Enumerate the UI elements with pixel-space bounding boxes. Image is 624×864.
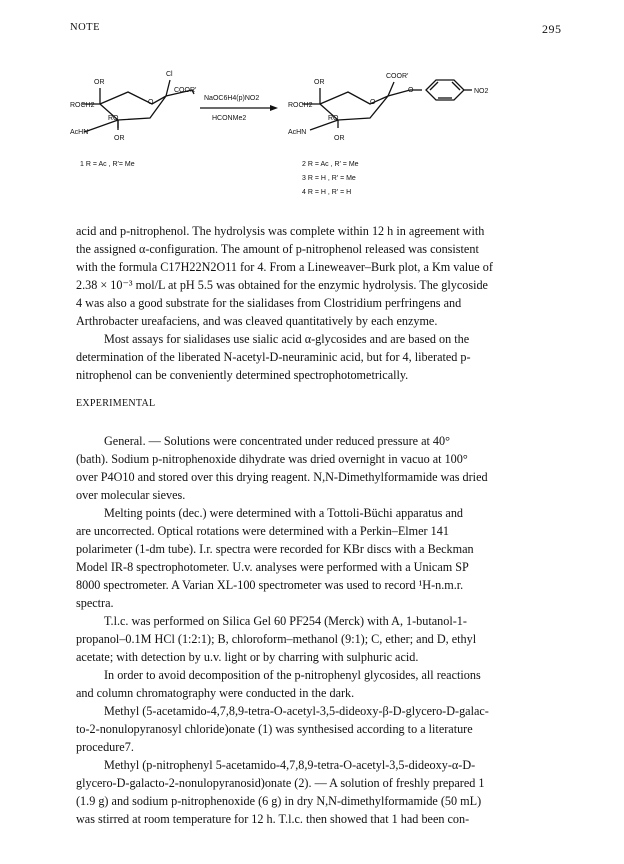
text-line: T.l.c. was performed on Silica Gel 60 PF254 (Merck) with A, 1-butanol-1- <box>104 614 467 628</box>
reactant-cl: Cl <box>166 71 173 78</box>
text-line: are uncorrected. Optical rotations were determined with a Perkin–Elmer 141 <box>76 524 449 538</box>
product-ro: RO <box>328 115 339 122</box>
text-line: polarimeter (1-dm tube). I.r. spectra were recorded for KBr discs with a Beckman <box>76 542 474 556</box>
text-line: 4 was also a good substrate for the sialidases from Clostridium perfringens and <box>76 296 462 310</box>
text-line: glycero-D-galacto-2-nonulopyranosid)onate (2). — A solution of freshly prepared 1 <box>76 776 485 790</box>
text-line: acid and p-nitrophenol. The hydrolysis was complete within 12 h in agreement with <box>76 224 485 238</box>
text-line: to-2-nonulopyranosyl chloride)onate (1) was synthesised according to a literature <box>76 722 473 736</box>
reagent-bottom: HCONMe2 <box>212 115 247 122</box>
ring-oxygen: O <box>148 99 154 106</box>
text-line: Model IR-8 spectrophotometer. U.v. analyses were performed with a Unicam SP <box>76 560 469 574</box>
arrow-head <box>270 105 278 111</box>
text-line: determination of the liberated N-acetyl-D-neuraminic acid, but for 4, liberated p- <box>76 350 471 364</box>
text-line: the assigned α-configuration. The amount of p-nitrophenol released was consistent <box>76 242 479 256</box>
reactant-roch2: ROCH2 <box>70 102 95 109</box>
reactant-coor: COOR′ <box>174 87 197 94</box>
reactant-achn: AcHN <box>70 129 89 136</box>
product-structure <box>302 80 472 130</box>
compound-2-label: 2 R = Ac , R′ = Me <box>302 161 359 168</box>
discussion-text <box>76 222 560 384</box>
text-line: General. — Solutions were concentrated under reduced pressure at 40° <box>104 434 450 448</box>
product-bottom-or: OR <box>334 135 345 142</box>
text-line: over molecular sieves. <box>76 488 186 502</box>
text-line: over P4O10 and stored over this drying reagent. N,N-Dimethylformamide was dried <box>76 470 488 484</box>
product-top-or: OR <box>314 79 325 86</box>
product-ring-oxygen: O <box>370 99 376 106</box>
product-coor: COOR′ <box>386 73 409 80</box>
experimental-text <box>76 432 560 828</box>
text-line: and column chromatography were conducted in the dark. <box>76 686 355 700</box>
text-line: Methyl (5-acetamido-4,7,8,9-tetra-O-acetyl-3,5-dideoxy-β-D-glycero-D-galac- <box>104 704 489 718</box>
reactant-bottom-or: OR <box>114 135 125 142</box>
text-line: nitrophenol can be conveniently determined spectrophotometrically. <box>76 368 409 382</box>
compound-1-label: 1 R = Ac , R′= Me <box>80 161 135 168</box>
compound-3-label: 3 R = H , R′ = Me <box>302 175 356 182</box>
reaction-scheme <box>70 60 560 210</box>
text-line: Most assays for sialidases use sialic acid α-glycosides and are based on the <box>104 332 470 346</box>
text-line: was stirred at room temperature for 12 h. T.l.c. then showed that 1 had been con- <box>76 812 470 826</box>
text-line: Arthrobacter ureafaciens, and was cleaved quantitatively by each enzyme. <box>76 314 438 328</box>
text-line: Melting points (dec.) were determined with a Tottoli-Büchi apparatus and <box>104 506 464 520</box>
text-line: spectra. <box>76 596 114 610</box>
product-achn: AcHN <box>288 129 307 136</box>
page-number: 295 <box>542 22 562 36</box>
text-line: propanol–0.1M HCl (1:2:1); B, chloroform–methanol (9:1); C, ether; and D, ethyl <box>76 632 477 646</box>
glycosidic-oxygen: O <box>408 87 414 94</box>
section-heading: EXPERIMENTAL <box>76 398 156 409</box>
reactant-ro: RO <box>108 115 119 122</box>
compound-4-label: 4 R = H , R′ = H <box>302 189 352 196</box>
product-roch2: ROCH2 <box>288 102 313 109</box>
text-line: In order to avoid decomposition of the p-nitrophenyl glycosides, all reactions <box>104 668 481 682</box>
text-line: 2.38 × 10⁻³ mol/L at pH 5.5 was obtained for the enzymic hydrolysis. The glycoside <box>76 278 488 292</box>
running-head: NOTE <box>70 22 100 33</box>
text-line: procedure7. <box>76 740 134 754</box>
text-line: Methyl (p-nitrophenyl 5-acetamido-4,7,8,9-tetra-O-acetyl-3,5-dideoxy-α-D- <box>104 758 476 772</box>
text-line: (bath). Sodium p-nitrophenoxide dihydrate was dried overnight in vacuo at 100° <box>76 452 468 466</box>
reactant-top-or: OR <box>94 79 105 86</box>
text-line: 8000 spectrometer. A Varian XL-100 spectrometer was used to record ¹H-n.m.r. <box>76 578 464 592</box>
nitro-group: NO2 <box>474 88 489 95</box>
text-line: acetate; with detection by u.v. light or by charring with sulphuric acid. <box>76 650 419 664</box>
reagent-top: NaOC6H4(p)NO2 <box>204 95 260 102</box>
text-line: with the formula C17H22N2O11 for 4. From a Lineweaver–Burk plot, a Km value of <box>76 260 493 274</box>
text-line: (1.9 g) and sodium p-nitrophenoxide (6 g) in dry N,N-dimethylformamide (50 mL) <box>76 794 482 808</box>
